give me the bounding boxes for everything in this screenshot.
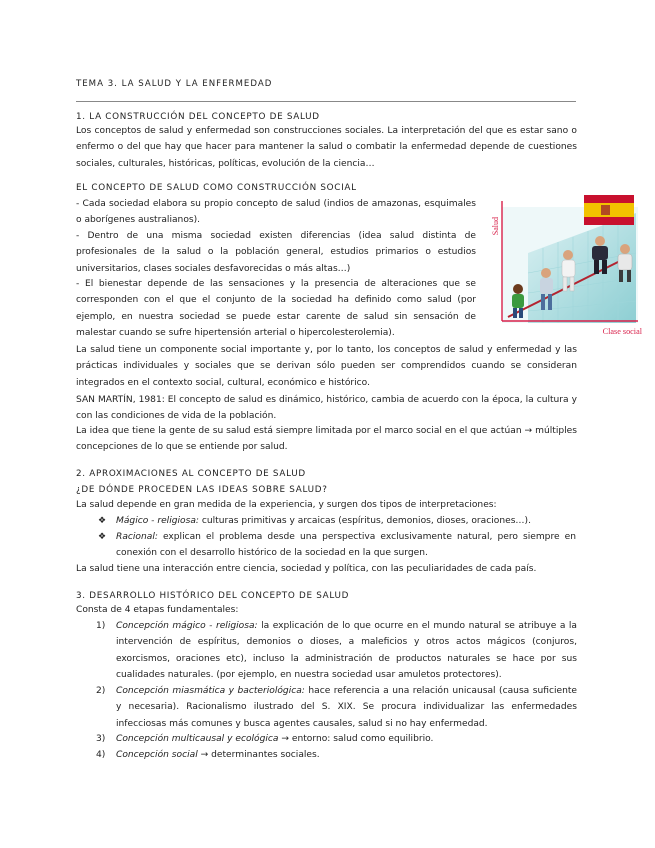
stage-item-3	[96, 731, 577, 747]
stage-number: 2)	[96, 686, 106, 696]
stage-term: Concepción multicausal y ecológica	[116, 734, 279, 744]
section-2-question: ¿DE DÓNDE PROCEDEN LAS IDEAS SOBRE SALUD?	[76, 485, 328, 495]
section-1-san-martin-quote: SAN MARTÍN, 1981: El concepto de salud es dinámico, histórico, cambia de acuerdo con la época, la cultura y con las condiciones de vida de la población.	[76, 395, 577, 422]
stage-term: Concepción social	[116, 750, 198, 760]
section-2-heading: 2. APROXIMACIONES AL CONCEPTO DE SALUD	[76, 469, 306, 479]
section-2-intro: La salud depende en gran medida de la experiencia, y surgen dos tipos de interpretaciones:	[76, 500, 497, 510]
stage-text: → entorno: salud como equilibrio.	[278, 734, 434, 744]
section-1-point-3: - El bienestar depende de las sensaciones y la presencia de alteraciones que se corresponden con el que el conjunto de la sociedad ha definido como salud (por ejemplo, en nuestra sociedad se puede estar carente de salud sin sensación de malestar cuando se sufre hipertensión arterial o hipercolesterolemia).	[76, 279, 476, 338]
stage-number: 4)	[96, 750, 106, 760]
bullet-term: Mágico - religiosa:	[116, 516, 199, 526]
stage-number: 1)	[96, 621, 106, 631]
section-1-intro: Los conceptos de salud y enfermedad son construcciones sociales. La interpretación del que es estar sano o enfermo o del que hay que hacer para mantener la salud o combatir la enfermedad depende de cuestiones sociales, culturales, históricas, políticas, evolución de la ciencia…	[76, 126, 577, 169]
document-title: TEMA 3. LA SALUD Y LA ENFERMEDAD	[76, 79, 273, 89]
title-divider	[76, 101, 576, 102]
stage-text: → determinantes sociales.	[197, 750, 320, 760]
health-social-class-illustration	[488, 193, 643, 338]
stage-term: Concepción miasmática y bacteriológica:	[116, 686, 305, 696]
spain-flag	[584, 195, 634, 225]
x-axis-label: Clase social	[602, 327, 642, 336]
stage-text: la explicación de lo que ocurre en el mundo natural se atribuye a la intervención de espíritus, demonios o dioses, a maleficios y otros actos mágicos (conjuros, exorcismos, oraciones etc), incluso la administración de productos naturales se hace por sus cualidades naturales. (por ejemplo, en nuestra sociedad usar amuletos protectores).	[116, 621, 577, 680]
section-1-subheading: EL CONCEPTO DE SALUD COMO CONSTRUCCIÓN SOCIAL	[76, 183, 357, 193]
diamond-bullet-icon: ❖	[98, 516, 107, 526]
y-axis-label: Salud	[491, 217, 500, 236]
flag-coat-of-arms	[601, 205, 610, 215]
stage-item-2	[96, 683, 577, 732]
stage-number: 3)	[96, 734, 106, 744]
stage-term: Concepción mágico - religiosa:	[116, 621, 258, 631]
bullet-magico-religiosa	[98, 513, 576, 529]
diamond-bullet-icon: ❖	[98, 532, 107, 542]
stage-item-1	[96, 618, 577, 683]
section-2-closing: La salud tiene una interacción entre ciencia, sociedad y política, con las peculiaridades de cada país.	[76, 564, 537, 574]
section-1-point-2: - Dentro de una misma sociedad existen diferencias (idea salud distinta de profesionales de la salud o la población general, estudios primarios o estudios universitarios, clases sociales desfavorecidas o más altas…)	[76, 231, 476, 274]
section-1-social-component: La salud tiene un componente social importante y, por lo tanto, los conceptos de salud y enfermedad y las prácticas individuales y sociales que se derivan sólo pueden ser comprendidos cuando se consideran integrados en el contexto social, cultural, económico e histórico.	[76, 345, 577, 388]
section-3-intro: Consta de 4 etapas fundamentales:	[76, 605, 239, 615]
bullet-term: Racional:	[116, 532, 158, 542]
bullet-racional	[98, 529, 576, 562]
stage-text: hace referencia a una relación unicausal (causa suficiente y necesaria). Racionalismo ilustrado del S. XIX. Se procura individualizar las enfermedades infecciosas más comunes y busca agentes causales, salud si no hay enfermedad.	[116, 686, 578, 729]
section-3-heading: 3. DESARROLLO HISTÓRICO DEL CONCEPTO DE SALUD	[76, 591, 350, 601]
stage-item-4	[96, 747, 577, 763]
section-1-social-framework: La idea que tiene la gente de su salud está siempre limitada por el marco social en el que actúan → múltiples concepciones de lo que se entiende por salud.	[76, 426, 577, 453]
bullet-text: explican el problema desde una perspectiva exclusivamente natural, pero siempre en conexión con el desarrollo histórico de la sociedad en la que surgen.	[116, 532, 576, 559]
health-social-class-graphic	[488, 193, 643, 338]
section-1-heading: 1. LA CONSTRUCCIÓN DEL CONCEPTO DE SALUD	[76, 112, 320, 122]
section-1-point-1: - Cada sociedad elabora su propio concepto de salud (indios de amazonas, esquimales o aborígenes australianos).	[76, 199, 476, 226]
bullet-text: culturas primitivas y arcaicas (espíritus, demonios, dioses, oraciones…).	[198, 516, 531, 526]
